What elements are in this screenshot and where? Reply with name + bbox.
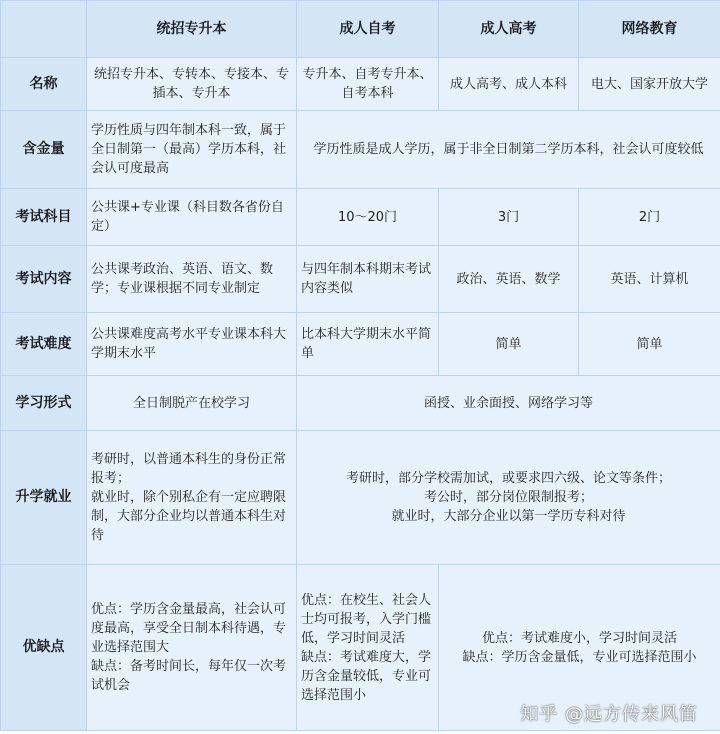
cell-name-wangluo: 电大、国家开放大学 (579, 58, 720, 111)
cell-form-tongzhao: 全日制脱产在校学习 (87, 376, 297, 431)
header-zikao: 成人自考 (297, 1, 439, 58)
row-label-subjects: 考试科目 (1, 189, 87, 246)
cell-content-zikao: 与四年制本科期末考试内容类似 (297, 246, 439, 313)
header-tongzhao: 统招专升本 (87, 1, 297, 58)
row-content (1, 246, 720, 313)
cell-name-tongzhao: 统招专升本、专转本、专接本、专插本、专升本 (87, 58, 297, 111)
cell-difficulty-zikao: 比本科大学期末水平简单 (297, 313, 439, 376)
cell-difficulty-wangluo: 简单 (579, 313, 720, 376)
cell-content-chenggao: 政治、英语、数学 (439, 246, 579, 313)
row-label-content: 考试内容 (1, 246, 87, 313)
cell-career-others: 考研时，部分学校需加试，或要求四六级、论文等条件； 考公时，部分岗位限制报考； 就业时，大部分企业以第一学历专科对待 (297, 431, 720, 565)
row-label-value: 含金量 (1, 111, 87, 189)
row-value (1, 111, 720, 189)
row-label-career: 升学就业 (1, 431, 87, 565)
cell-proscons-others: 优点：考试难度小，学习时间灵活 缺点：学历含金量低，专业可选择范围小 (439, 565, 720, 731)
row-career (1, 431, 720, 565)
header-wangluo: 网络教育 (579, 1, 720, 58)
header-corner (1, 1, 87, 58)
cell-proscons-zikao: 优点：在校生、社会人士均可报考，入学门槛低，学习时间灵活 缺点：考试难度大，学历含金量较低，专业可选择范围小 (297, 565, 439, 731)
row-label-proscons: 优缺点 (1, 565, 87, 731)
row-label-name: 名称 (1, 58, 87, 111)
header-row (1, 1, 720, 58)
row-name (1, 58, 720, 111)
cell-name-chenggao: 成人高考、成人本科 (439, 58, 579, 111)
cell-content-tongzhao: 公共课考政治、英语、语文、数学；专业课根据不同专业制定 (87, 246, 297, 313)
row-label-form: 学习形式 (1, 376, 87, 431)
cell-career-tongzhao: 考研时，以普通本科生的身份正常报考； 就业时，除个别私企有一定应聘限制，大部分企业均以普通本科生对待 (87, 431, 297, 565)
cell-subjects-tongzhao: 公共课+专业课（科目数各省份自定） (87, 189, 297, 246)
row-label-difficulty: 考试难度 (1, 313, 87, 376)
row-form (1, 376, 720, 431)
cell-proscons-tongzhao: 优点：学历含金量最高，社会认可度最高，享受全日制本科待遇，专业选择范围大 缺点：备考时间长，每年仅一次考试机会 (87, 565, 297, 731)
cell-value-tongzhao: 学历性质与四年制本科一致，属于全日制第一（最高）学历本科，社会认可度最高 (87, 111, 297, 189)
cell-value-others: 学历性质是成人学历，属于非全日制第二学历本科，社会认可度较低 (297, 111, 720, 189)
cell-name-zikao: 专升本、自考专升本、自考本科 (297, 58, 439, 111)
cell-form-others: 函授、业余面授、网络学习等 (297, 376, 720, 431)
watermark: 知乎 @远方传来风笛 (520, 704, 698, 725)
row-difficulty (1, 313, 720, 376)
cell-difficulty-chenggao: 简单 (439, 313, 579, 376)
cell-content-wangluo: 英语、计算机 (579, 246, 720, 313)
cell-difficulty-tongzhao: 公共课难度高考水平专业课本科大学期末水平 (87, 313, 297, 376)
row-subjects (1, 189, 720, 246)
cell-subjects-chenggao: 3门 (439, 189, 579, 246)
header-chenggao: 成人高考 (439, 1, 579, 58)
cell-subjects-zikao: 10～20门 (297, 189, 439, 246)
cell-subjects-wangluo: 2门 (579, 189, 720, 246)
